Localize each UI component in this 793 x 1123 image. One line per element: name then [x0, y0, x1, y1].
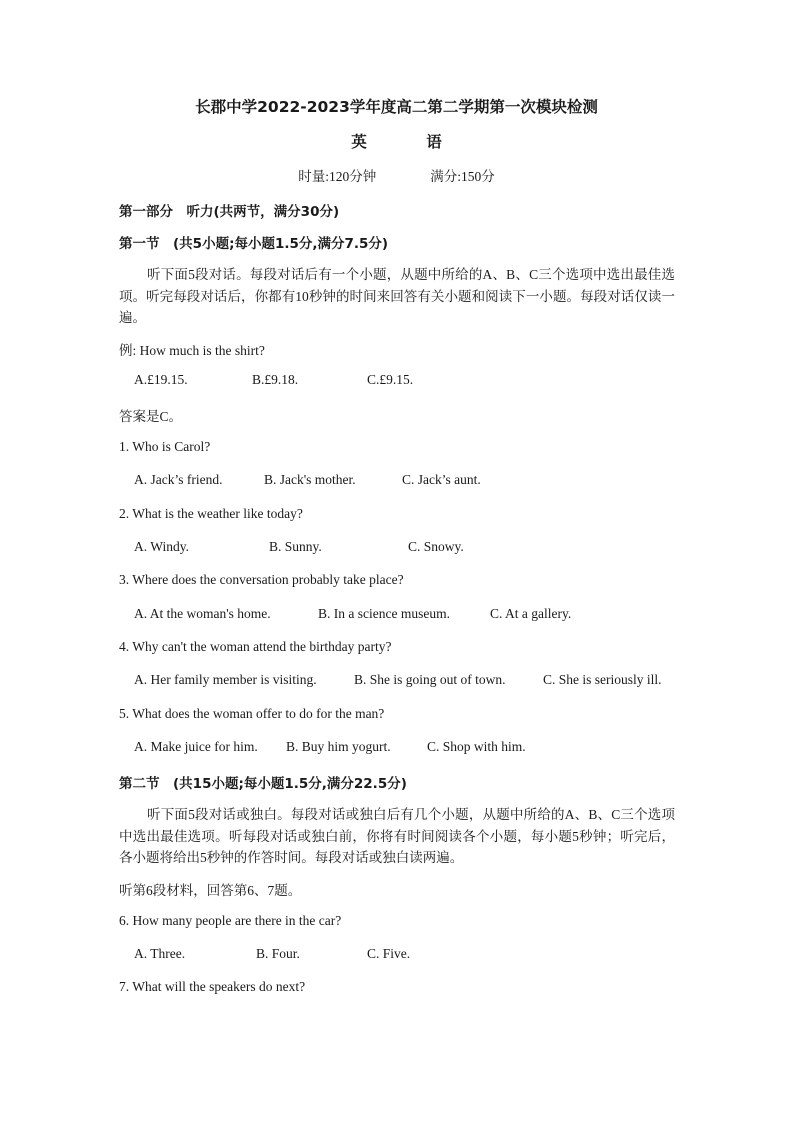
example-option-b: B.£9.18.	[252, 372, 299, 387]
question-6: 6. How many people are there in the car?	[119, 913, 342, 928]
q5-option-a: A. Make juice for him.	[134, 739, 258, 754]
q3-option-b: B. In a science museum.	[318, 606, 450, 621]
question-3: 3. Where does the conversation probably take place?	[119, 572, 404, 587]
section1-instructions: 听下面5段对话。每段对话后有一个小题，从题中所给的A、B、C三个选项中选出最佳选项。听完每段对话后，你都有10秒钟的时间来回答有关小题和阅读下一小题。每段对话仅读一遍。	[119, 267, 675, 325]
q2-option-b: B. Sunny.	[269, 539, 322, 554]
example-answer: 答案是C。	[119, 409, 183, 424]
example-option-c: C.£9.15.	[367, 372, 414, 387]
q4-option-c: C. She is seriously ill.	[543, 672, 662, 687]
q2-option-a: A. Windy.	[134, 539, 189, 554]
question-4: 4. Why can't the woman attend the birthday party?	[119, 639, 392, 654]
q4-option-b: B. She is going out of town.	[354, 672, 506, 687]
question-2: 2. What is the weather like today?	[119, 506, 303, 521]
q6-option-c: C. Five.	[367, 946, 411, 961]
section2-heading: 第二节 (共15小题;每小题1.5分,满分22.5分)	[119, 776, 407, 792]
q5-option-b: B. Buy him yogurt.	[286, 739, 391, 754]
question-1: 1. Who is Carol?	[119, 439, 211, 454]
q1-option-a: A. Jack’s friend.	[134, 472, 223, 487]
q3-option-a: A. At the woman's home.	[134, 606, 271, 621]
example-option-a: A.£19.15.	[134, 372, 188, 387]
subject-title: 英 语	[351, 133, 464, 151]
q2-option-c: C. Snowy.	[408, 539, 464, 554]
exam-title: 长郡中学2022-2023学年度高二第二学期第一次模块检测	[195, 98, 598, 116]
question-7: 7. What will the speakers do next?	[119, 979, 306, 994]
q1-option-b: B. Jack's mother.	[264, 472, 356, 487]
question-5: 5. What does the woman offer to do for the man?	[119, 706, 385, 721]
q5-option-c: C. Shop with him.	[427, 739, 526, 754]
exam-meta	[0, 165, 793, 185]
score-info: 满分:150分	[430, 169, 495, 184]
q1-option-c: C. Jack’s aunt.	[402, 472, 481, 487]
part1-heading: 第一部分 听力(共两节，满分30分)	[119, 204, 340, 220]
q6-option-b: B. Four.	[256, 946, 300, 961]
example-question: 例: How much is the shirt?	[119, 343, 265, 358]
section1-heading: 第一节 (共5小题;每小题1.5分,满分7.5分)	[119, 236, 389, 252]
q4-option-a: A. Her family member is visiting.	[134, 672, 317, 687]
q6-option-a: A. Three.	[134, 946, 186, 961]
q3-option-c: C. At a gallery.	[490, 606, 572, 621]
material-6-note: 听第6段材料，回答第6、7题。	[119, 883, 302, 898]
section2-instructions: 听下面5段对话或独白。每段对话或独白后有几个小题，从题中所给的A、B、C三个选项中选出最佳选项。听每段对话或独白前，你将有时间阅读各个小题，每小题5秒钟；听完后，各小题将给出5秒钟的作答时间。每段对话或独白读两遍。	[119, 807, 675, 865]
time-info: 时量:120分钟	[298, 169, 377, 184]
